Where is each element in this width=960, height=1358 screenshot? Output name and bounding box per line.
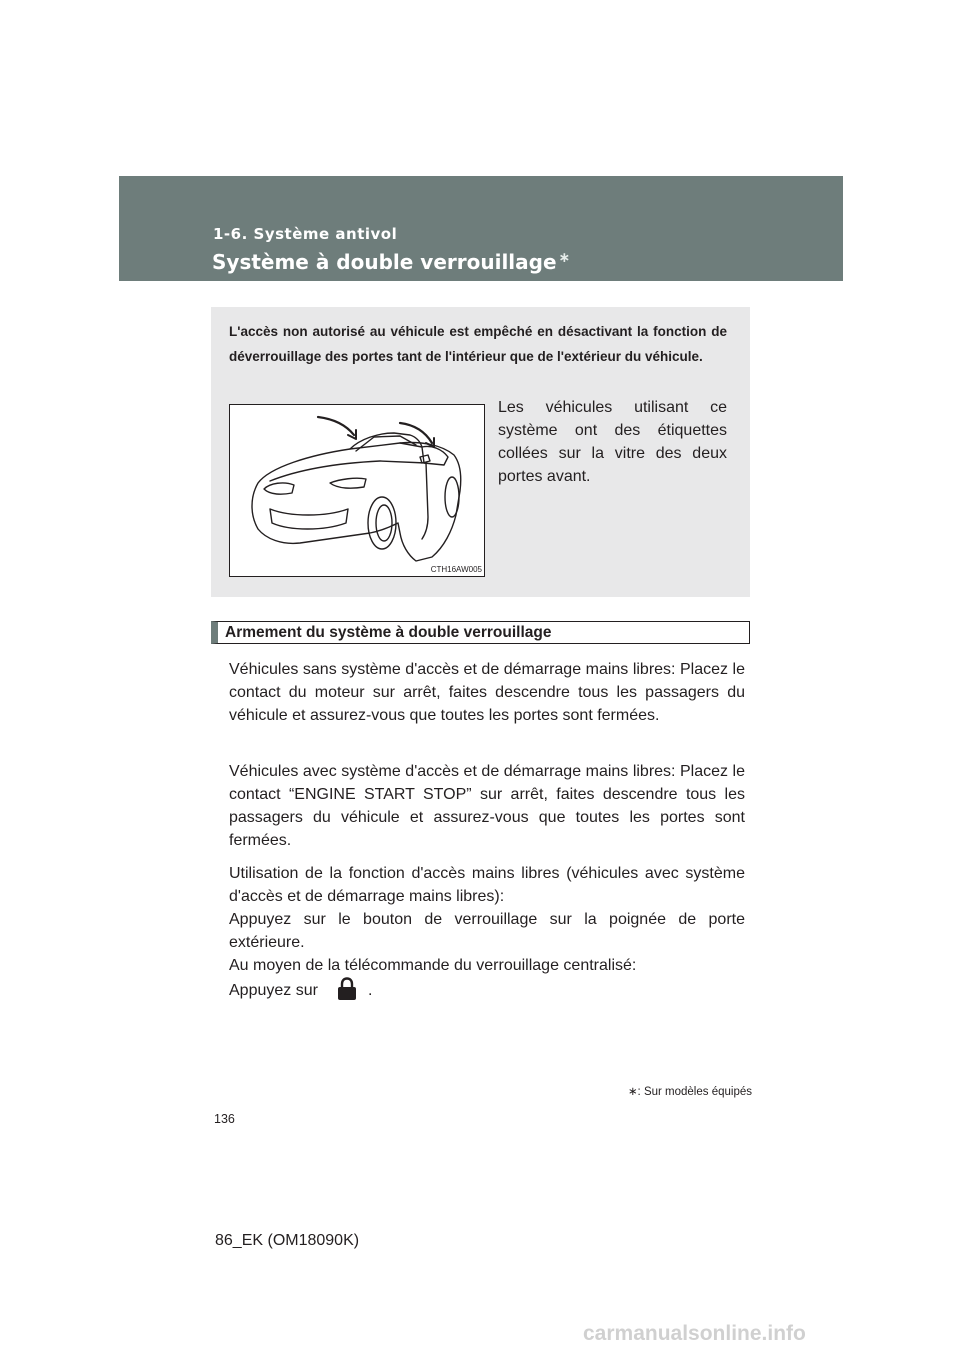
- figure-code: CTH16AW005: [430, 565, 482, 574]
- figure-caption: Les véhicules utilisant ce système ont des étiquettes collées sur la vitre des deux portes avant.: [498, 399, 727, 485]
- page-title: [212, 250, 570, 274]
- footnote: ∗: Sur modèles équipés: [627, 1086, 752, 1098]
- document-code: 86_EK (OM18090K): [215, 1232, 360, 1249]
- paragraph-locking-methods: [229, 862, 745, 1002]
- car-drawing: [230, 405, 484, 576]
- remote-instruction: [229, 977, 745, 1002]
- section-heading: Armement du système à double verrouillage: [211, 621, 750, 644]
- smart-entry-intro: Utilisation de la fonction d'accès mains libres (véhicules avec système d'accès et de démarrage mains libres):: [229, 865, 745, 905]
- intro-box: [211, 307, 750, 597]
- section-label: 1-6. Système antivol: [213, 225, 398, 243]
- remote-instruction-period: .: [367, 982, 373, 999]
- paragraph-without-smart-entry: Véhicules sans système d'accès et de démarrage mains libres: Placez le contact du moteur sur arrêt, faites descendre tous les passagers du véhicule et assurez-vous que toutes les portes sont fermées.: [229, 661, 745, 724]
- remote-intro: Au moyen de la télécommande du verrouillage centralisé:: [229, 957, 637, 974]
- lock-icon: [336, 977, 358, 1001]
- watermark: carmanualsonline.info: [583, 1322, 806, 1345]
- door-handle-instruction: Appuyez sur le bouton de verrouillage sur la poignée de porte extérieure.: [229, 911, 745, 951]
- remote-instruction-text: Appuyez sur: [229, 982, 318, 999]
- intro-text: L'accès non autorisé au véhicule est empêché en désactivant la fonction de déverrouillage des portes tant de l'intérieur que de l'extérieur du véhicule.: [229, 324, 727, 364]
- title-asterisk: ∗: [558, 250, 571, 266]
- page-title-text: Système à double verrouillage: [212, 250, 557, 274]
- paragraph-with-smart-entry: Véhicules avec système d'accès et de démarrage mains libres: Placez le contact “ENGINE START STOP” sur arrêt, faites descendre tous les passagers du véhicule et assurez-vous que toutes les portes sont fermées.: [229, 763, 745, 849]
- car-illustration: [229, 404, 485, 577]
- page-number: 136: [214, 1112, 235, 1126]
